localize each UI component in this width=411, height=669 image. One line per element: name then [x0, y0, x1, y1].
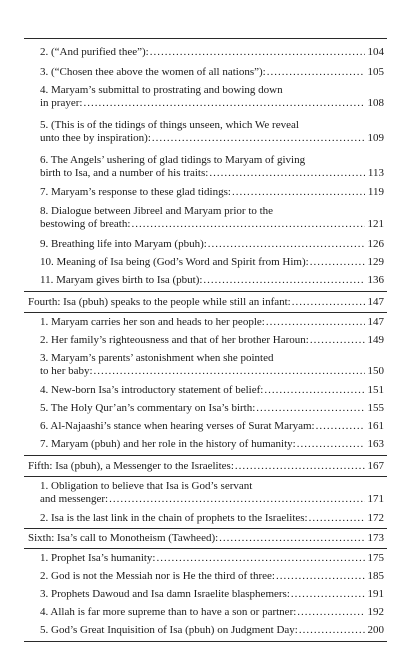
- page-number: 191: [367, 588, 384, 600]
- section-rule: [24, 455, 387, 456]
- entry-title: 10. Meaning of Isa being (God’s Word and Spirit from Him):: [40, 256, 309, 268]
- entry-title: 3. Prophets Dawoud and Isa damn Israelite blasphemers:: [40, 588, 290, 600]
- entry-title: 5. God’s Great Inquisition of Isa (pbuh) on Judgment Day:: [40, 624, 298, 636]
- entry-title: 4. New-born Isa’s introductory statement of belief:: [40, 384, 264, 396]
- entry-title-continued: bestowing of breath:: [40, 218, 131, 230]
- toc-entry: [40, 205, 384, 231]
- page-number: 155: [367, 402, 384, 414]
- toc-entry: [40, 66, 384, 79]
- page-number: 105: [367, 66, 384, 78]
- entry-title: 1. Maryam carries her son and heads to her people:: [40, 316, 265, 328]
- entry-title: 6. The Angels’ ushering of glad tidings to Maryam of giving: [40, 154, 306, 166]
- entry-title: 2. Her family’s righteousness and that of her brother Haroun:: [40, 334, 309, 346]
- page-number: 200: [367, 624, 384, 636]
- entry-title: 1. Obligation to believe that Isa is God’s servant: [40, 480, 253, 492]
- section-rule: [24, 476, 387, 477]
- toc-entry: [40, 438, 384, 451]
- bottom-rule: [24, 641, 387, 642]
- section-rule: [24, 528, 387, 529]
- toc-entry: [40, 316, 384, 329]
- page-number: 136: [367, 274, 384, 286]
- entry-title: 3. (“Chosen thee above the women of all nations”):: [40, 66, 266, 78]
- toc-entry: [40, 274, 384, 287]
- toc-entry: [40, 46, 384, 59]
- page-number: 161: [367, 420, 384, 432]
- entry-title: 7. Maryam (pbuh) and her role in the history of humanity:: [40, 438, 296, 450]
- section-rule: [24, 291, 387, 292]
- entry-title-continued: in prayer:: [40, 97, 83, 109]
- toc-entry: [40, 384, 384, 397]
- entry-title: 2. (“And purified thee”):: [40, 46, 149, 58]
- entry-title-continued: unto thee by inspiration):: [40, 132, 151, 144]
- page-number: 104: [367, 46, 384, 58]
- entry-title: 8. Dialogue between Jibreel and Maryam prior to the: [40, 205, 274, 217]
- page-number: 147: [367, 296, 384, 308]
- page-number: 175: [367, 552, 384, 564]
- toc-entry: [40, 334, 384, 347]
- page-number: 185: [367, 570, 384, 582]
- toc-entry: [40, 256, 384, 269]
- page-number: 167: [367, 460, 384, 472]
- toc-entry: [40, 119, 384, 145]
- toc-entry: [40, 570, 384, 583]
- toc-section-heading: [28, 296, 384, 309]
- toc-entry: [40, 186, 384, 199]
- entry-title: 4. Allah is far more supreme than to have a son or partner:: [40, 606, 297, 618]
- toc-entry: [40, 480, 384, 506]
- page-number: 149: [367, 334, 384, 346]
- toc-entry: [40, 352, 384, 378]
- section-rule: [24, 312, 387, 313]
- entry-title: 4. Maryam’s submittal to prostrating and bowing down: [40, 84, 283, 96]
- toc-entry: [40, 552, 384, 565]
- page-number: 150: [367, 365, 384, 377]
- section-title: Fifth: Isa (pbuh), a Messenger to the Israelites:: [28, 460, 234, 472]
- entry-title: 5. The Holy Qur’an’s commentary on Isa’s birth:: [40, 402, 256, 414]
- toc-section-heading: [28, 460, 384, 473]
- entry-title: 1. Prophet Isa’s humanity:: [40, 552, 156, 564]
- entry-title: 7. Maryam’s response to these glad tidings:: [40, 186, 231, 198]
- page-number: 163: [367, 438, 384, 450]
- toc-entry: [40, 238, 384, 251]
- page-number: 173: [367, 532, 384, 544]
- toc-entry: [40, 512, 384, 525]
- toc-entry: [40, 588, 384, 601]
- section-title: Sixth: Isa’s call to Monotheism (Tawheed):: [28, 532, 219, 544]
- entry-title: 11. Maryam gives birth to Isa (pbut):: [40, 274, 203, 286]
- page-number: 113: [367, 167, 384, 179]
- entry-title: 3. Maryam’s parents’ astonishment when she pointed: [40, 352, 274, 364]
- toc-section-heading: [28, 532, 384, 545]
- page-number: 192: [367, 606, 384, 618]
- toc-entry: [40, 624, 384, 637]
- entry-title-continued: to her baby:: [40, 365, 93, 377]
- top-rule: [24, 38, 387, 39]
- page-number: 109: [367, 132, 384, 144]
- page-number: 171: [367, 493, 384, 505]
- page-number: 151: [367, 384, 384, 396]
- entry-title: 9. Breathing life into Maryam (pbuh):: [40, 238, 207, 250]
- toc-entry: [40, 420, 384, 433]
- entry-title-continued: birth to Isa, and a number of his traits:: [40, 167, 209, 179]
- page-number: 121: [367, 218, 384, 230]
- entry-title: 5. (This is of the tidings of things unseen, which We reveal: [40, 119, 299, 131]
- toc-entry: [40, 402, 384, 415]
- page-number: 126: [367, 238, 384, 250]
- entry-title: 2. Isa is the last link in the chain of prophets to the Israelites:: [40, 512, 308, 524]
- toc-entry: [40, 84, 384, 110]
- entry-title: 6. Al-Najaashi’s stance when hearing verses of Surat Maryam:: [40, 420, 315, 432]
- toc-entry: [40, 606, 384, 619]
- section-rule: [24, 548, 387, 549]
- toc-entry: [40, 154, 384, 180]
- page-number: 119: [367, 186, 384, 198]
- page-number: 108: [367, 97, 384, 109]
- page-number: 172: [367, 512, 384, 524]
- section-title: Fourth: Isa (pbuh) speaks to the people while still an infant:: [28, 296, 291, 308]
- entry-title-continued: and messenger:: [40, 493, 109, 505]
- page-number: 129: [367, 256, 384, 268]
- page-number: 147: [367, 316, 384, 328]
- entry-title: 2. God is not the Messiah nor is He the third of three:: [40, 570, 275, 582]
